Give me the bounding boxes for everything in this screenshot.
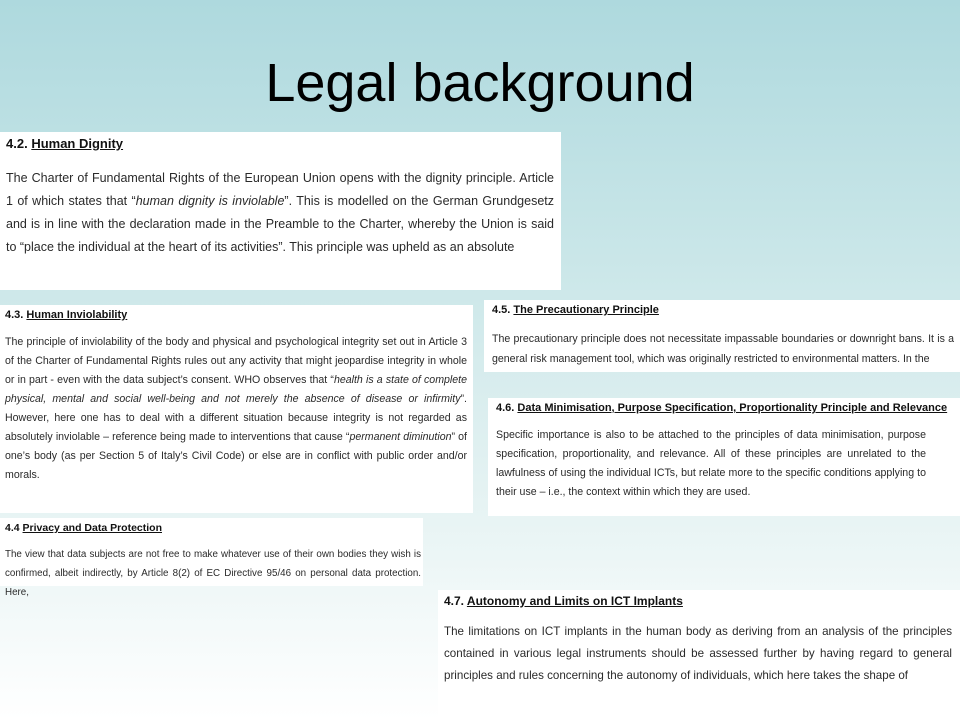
section-number: 4.5. <box>492 304 511 316</box>
section-4-4-clip <box>0 518 423 598</box>
section-heading <box>496 402 960 414</box>
paragraph-text: The Charter of Fundamental Rights of the European Union opens with the dignity principle. Article 1 of which states that “ <box>6 171 554 208</box>
paragraph-text: ”. This is modelled on the German Grundgesetz and is in line with the declaration made in the Preamble to the Charter, whereby the Union is said to “place the individual at the heart of its activities”. This principle was upheld as an absolute <box>6 194 554 254</box>
paragraph-emphasis: permanent diminution <box>349 431 452 443</box>
section-4-7-clip <box>438 590 960 720</box>
section-number: 4.2. <box>6 136 28 151</box>
section-title: Autonomy and Limits on ICT Implants <box>466 594 683 608</box>
slide-title: Legal background <box>265 53 695 113</box>
section-paragraph <box>6 167 554 259</box>
section-paragraph: Specific importance is also to be attached to the principles of data minimisation, purpose specification, proportionality, and relevance. All of these principles are unrelated to the lawfulness of using the individual ICTs, but relate more to the specific conditions applying to their use – i.e., the context within which they are used. <box>496 429 926 498</box>
section-4-2-clip <box>0 132 561 290</box>
section-number: 4.6. <box>496 402 515 414</box>
section-paragraph: The view that data subjects are not free to make whatever use of their own bodies they wish is confirmed, albeit indirectly, by Article 8(2) of EC Directive 95/46 on personal data protection. Here, <box>5 549 421 598</box>
section-heading <box>5 309 473 321</box>
section-heading <box>6 136 561 151</box>
section-number: 4.3. <box>5 309 24 321</box>
paragraph-text: ” of one’s body (as per Section 5 of Italy’s Civil Code) or else are in conflict with public order and/or morals. <box>5 431 467 481</box>
paragraph-text: ”. However, here one has to deal with a different situation because integrity is not regarded as absolutely inviolable – reference being made to interventions that cause “ <box>5 393 467 443</box>
section-heading <box>5 522 423 534</box>
section-title: Human Inviolability <box>26 309 128 321</box>
section-title: Human Dignity <box>31 136 124 151</box>
section-title: Privacy and Data Protection <box>22 522 162 534</box>
section-heading <box>444 594 960 608</box>
section-paragraph <box>5 333 467 485</box>
section-title: Data Minimisation, Purpose Specification, Proportionality Principle and Relevance <box>517 402 948 414</box>
section-number: 4.7. <box>444 594 465 608</box>
section-4-3-clip <box>0 305 473 513</box>
section-4-6-clip <box>488 398 960 516</box>
section-paragraph: The limitations on ICT implants in the human body as deriving from an analysis of the principles contained in various legal instruments should be assessed further by having regard to general principles and rules concerning the autonomy of individuals, which here takes the shape of <box>444 625 952 682</box>
section-paragraph: The precautionary principle does not necessitate impassable boundaries or downright bans. It is a general risk management tool, which was originally restricted to environmental matters. In the <box>492 333 954 365</box>
paragraph-text: The principle of inviolability of the body and physical and psychological integrity set out in Article 3 of the Charter of Fundamental Rights rules out any activity that might jeopardise integrity in whole or in part - even with the data subject’s consent. WHO observes that “ <box>5 336 467 386</box>
paragraph-emphasis: health is a state of complete physical, mental and social well-being and not merely the absence of disease or infirmity <box>5 374 467 405</box>
section-title: The Precautionary Principle <box>513 304 659 316</box>
paragraph-emphasis: human dignity is inviolable <box>135 194 285 208</box>
section-4-5-clip <box>484 300 960 372</box>
section-heading <box>492 304 960 316</box>
section-number: 4.4 <box>5 522 20 534</box>
